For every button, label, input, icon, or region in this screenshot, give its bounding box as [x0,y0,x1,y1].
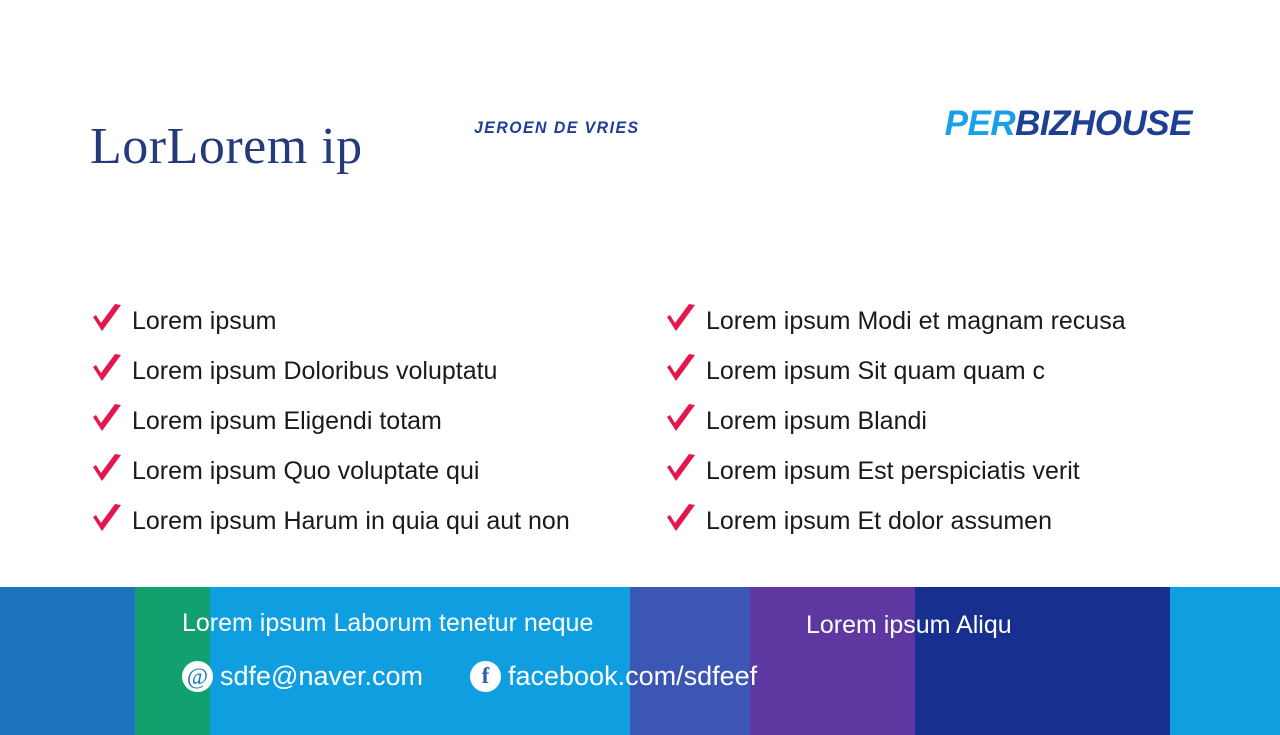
footer-bar [0,587,1280,735]
list-item-label: Lorem ipsum Quo voluptate qui [132,456,480,485]
brand-logo [945,104,1192,144]
list-item [664,396,1224,446]
list-item-label: Lorem ipsum Harum in quia qui aut non [132,506,570,535]
check-icon [664,452,698,486]
page-title: LorLorem ip [90,118,363,175]
footer-color-block [1170,587,1280,735]
email-label: sdfe@naver.com [220,661,424,691]
list-item-label: Lorem ipsum Et dolor assumen [706,506,1052,535]
list-item-label: Lorem ipsum Blandi [706,406,927,435]
list-item-label: Lorem ipsum Sit quam quam c [706,356,1046,385]
check-icon [664,502,698,536]
check-icon [90,502,124,536]
list-item [664,496,1224,546]
list-item-label: Lorem ipsum Doloribus voluptatu [132,356,498,385]
facebook-label: facebook.com/sdfeef [508,661,758,691]
list-item [664,446,1224,496]
list-item [90,496,650,546]
check-icon [664,302,698,336]
check-icon [90,352,124,386]
list-item [90,346,650,396]
list-item [90,396,650,446]
footer-text-left: Lorem ipsum Laborum tenetur neque [182,609,594,637]
check-icon [90,302,124,336]
list-item [90,446,650,496]
bullet-list-right [664,296,1224,546]
list-item-label: Lorem ipsum Est perspiciatis verit [706,456,1080,485]
facebook-icon: f [470,661,501,692]
list-item [90,296,650,346]
author-name: JEROEN DE VRIES [474,118,640,137]
check-icon [90,452,124,486]
at-sign-icon: @ [182,661,213,692]
check-icon [664,402,698,436]
brand-logo-part1: PER [944,104,1016,143]
list-item [664,346,1224,396]
brand-logo-part2: BIZHOUSE [1015,104,1192,143]
list-item-label: Lorem ipsum Modi et magnam recusa [706,306,1126,335]
footer-text-right: Lorem ipsum Aliqu [806,611,1012,639]
footer-color-block [0,587,135,735]
list-item-label: Lorem ipsum Eligendi totam [132,406,442,435]
facebook-contact[interactable] [470,661,757,692]
footer-color-block [915,587,1170,735]
footer-color-block [750,587,915,735]
bullet-list-left [90,296,650,546]
list-item [664,296,1224,346]
list-item-label: Lorem ipsum [132,306,277,335]
check-icon [90,402,124,436]
email-contact[interactable] [182,661,423,692]
check-icon [664,352,698,386]
